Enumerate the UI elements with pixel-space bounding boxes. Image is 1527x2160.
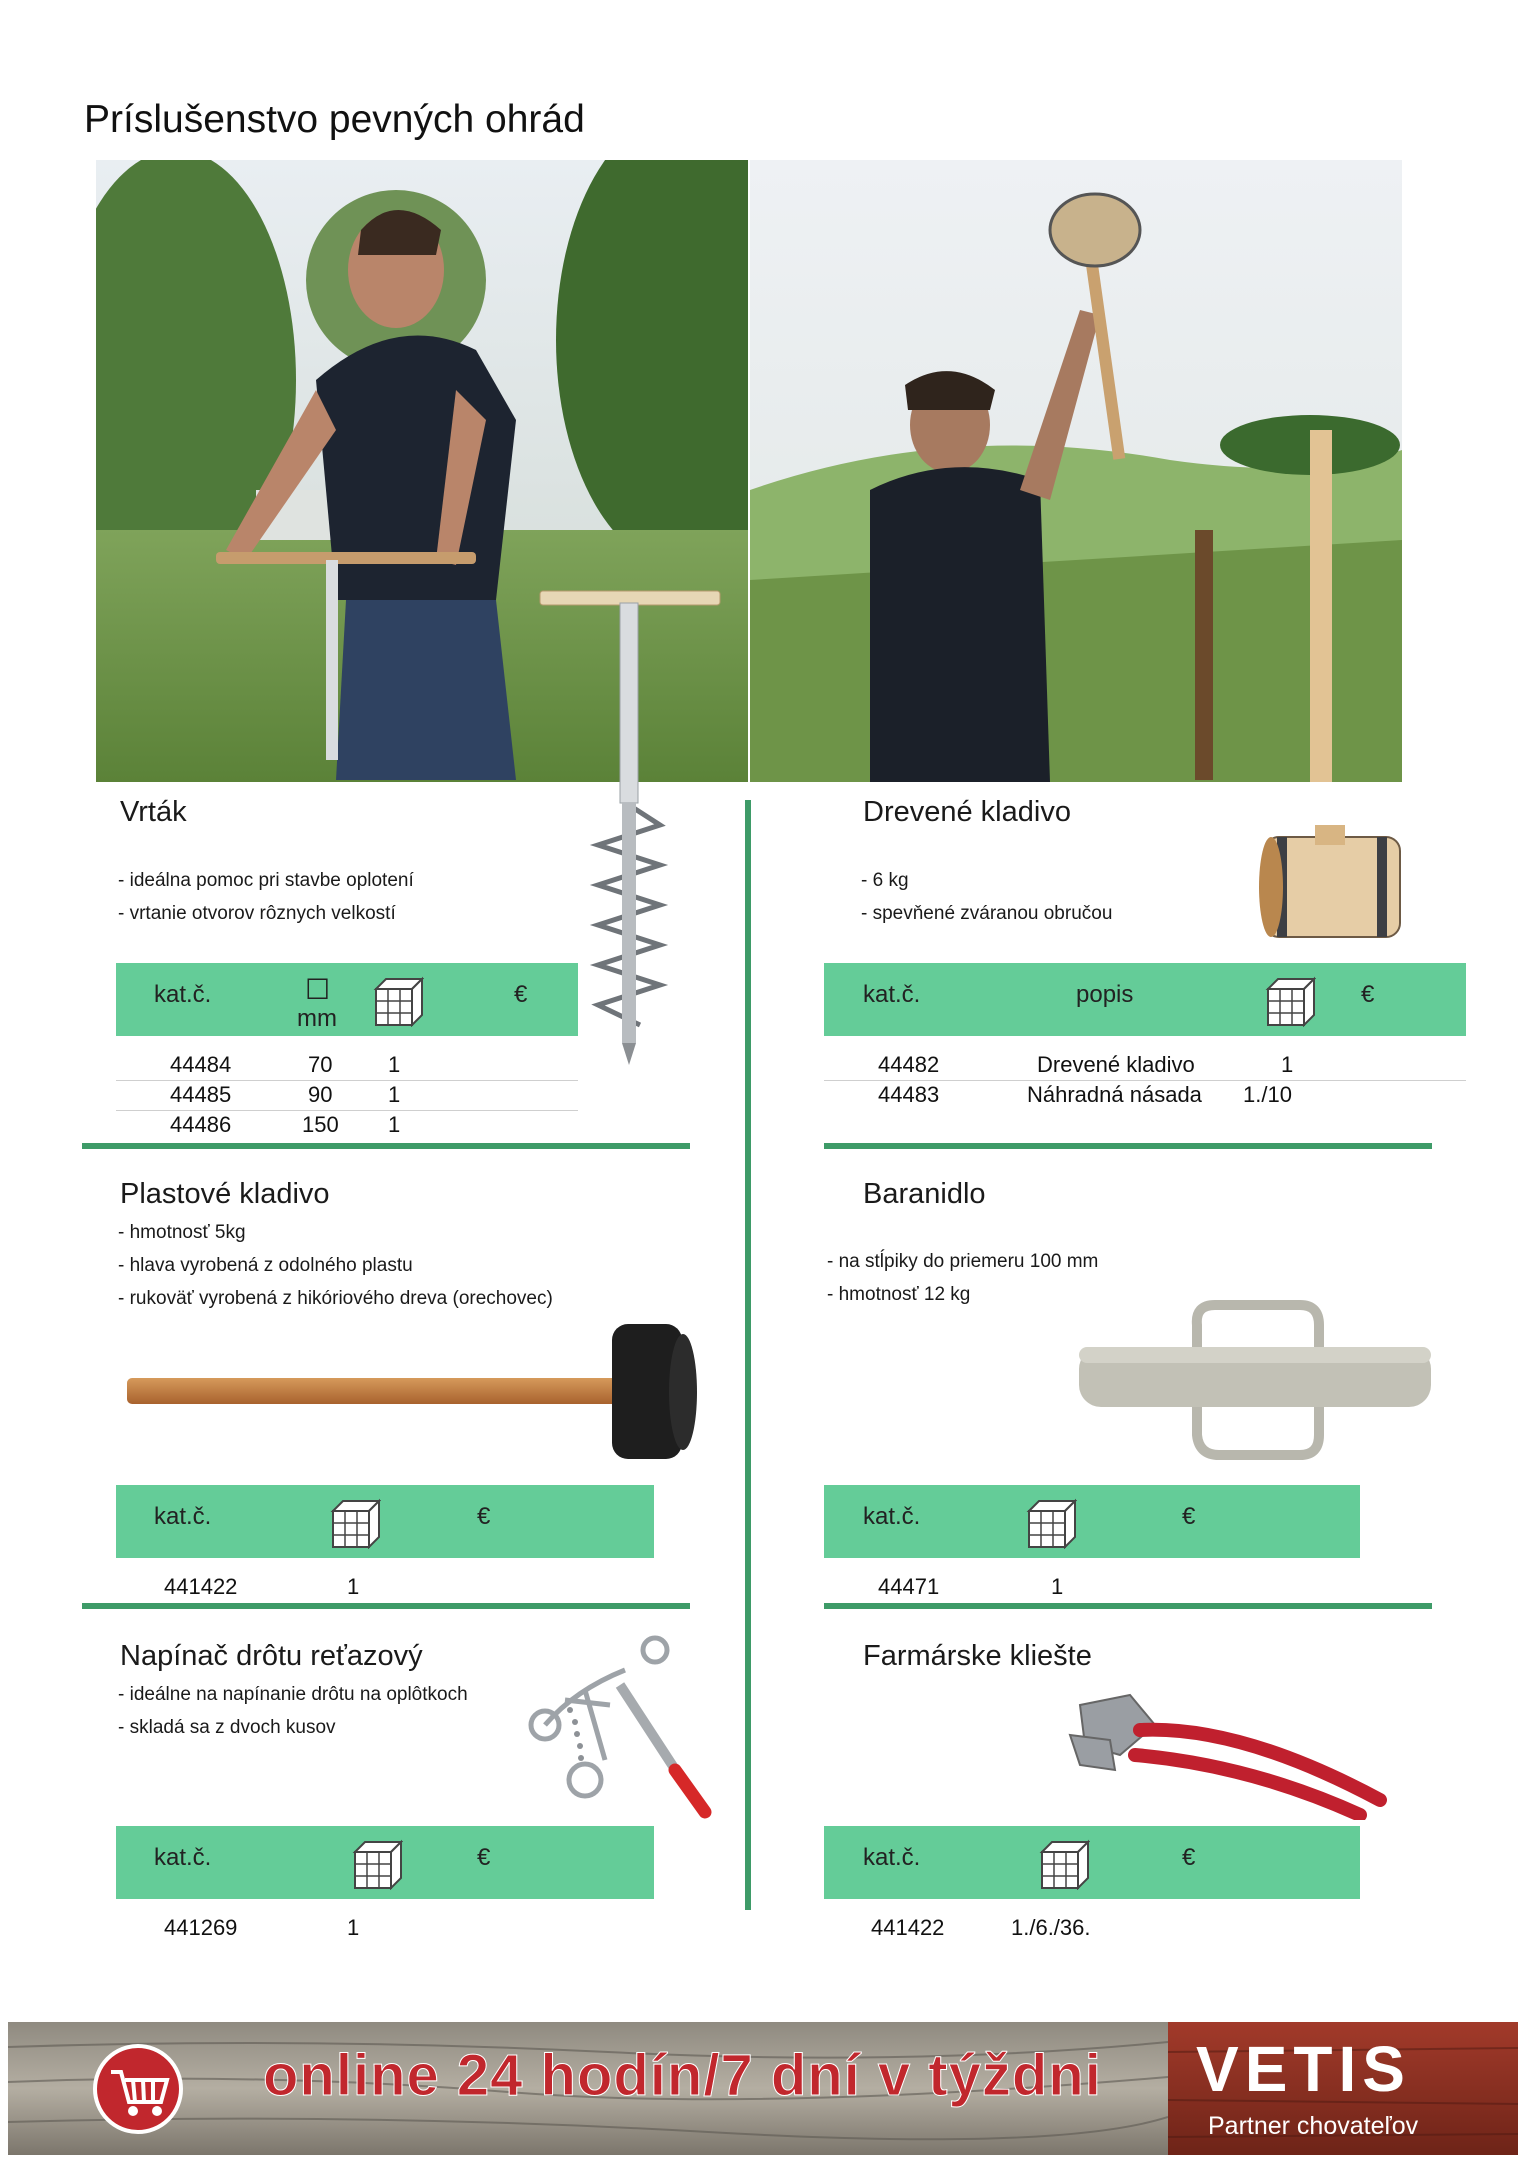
vrtak-row-3-qty: 1	[388, 1112, 401, 1137]
vrtak-row-1-cat: 44484	[170, 1052, 232, 1077]
drevene-kladivo-bullet-1: - 6 kg	[861, 870, 909, 891]
post-driver-product-image	[1075, 1285, 1435, 1465]
plastove-kladivo-title: Plastové kladivo	[120, 1178, 330, 1210]
vrtak-row-3-cat: 44486	[170, 1112, 232, 1137]
page-title: Príslušenstvo pevných ohrád	[84, 98, 585, 141]
package-cube-icon	[329, 1497, 381, 1549]
plastove-kladivo-bullet-2: - hlava vyrobená z odolného plastu	[118, 1255, 413, 1276]
drevene-kladivo-row-1-desc: Drevené kladivo	[1037, 1052, 1195, 1077]
drevene-kladivo-row-2-cat: 44483	[878, 1082, 940, 1107]
baranidlo-table-header	[824, 1485, 1360, 1558]
klieste-col-price: €	[1182, 1844, 1196, 1871]
fencing-pliers-product-image	[1060, 1685, 1400, 1820]
row-divider	[116, 1110, 578, 1111]
napinac-row-1-qty: 1	[347, 1915, 360, 1940]
drevene-kladivo-row-2-qty: 1./10	[1243, 1082, 1292, 1107]
plastove-kladivo-table-header	[116, 1485, 654, 1558]
plastic-mallet-product-image	[125, 1322, 715, 1462]
vrtak-row-2-qty: 1	[388, 1082, 401, 1107]
napinac-table-header	[116, 1826, 654, 1899]
drevene-kladivo-table-header	[824, 963, 1466, 1036]
section-divider	[824, 1603, 1432, 1609]
klieste-col-cat: kat.č.	[863, 1844, 921, 1871]
vrtak-row-1-mm: 70	[308, 1052, 333, 1077]
vetis-brand: VETIS	[1196, 2033, 1411, 2105]
drevene-kladivo-row-1-qty: 1	[1281, 1052, 1294, 1077]
vetis-logo-box[interactable]	[1168, 2022, 1518, 2155]
drevene-kladivo-title: Drevené kladivo	[863, 796, 1071, 828]
package-cube-icon	[351, 1838, 403, 1890]
napinac-row-1-cat: 441269	[164, 1915, 238, 1940]
baranidlo-row-1-qty: 1	[1051, 1574, 1064, 1599]
vrtak-row-2-mm: 90	[308, 1082, 333, 1107]
vrtak-row-3-mm: 150	[302, 1112, 339, 1137]
vrtak-bullet-2: - vrtanie otvorov rôznych velkostí	[118, 903, 396, 924]
plastove-kladivo-bullet-3: - rukoväť vyrobená z hikóriového dreva (orechovec)	[118, 1288, 553, 1309]
klieste-title: Farmárske kliešte	[863, 1640, 1092, 1672]
column-divider	[745, 800, 751, 1910]
klieste-row-1-cat: 441422	[871, 1915, 945, 1940]
package-cube-icon	[1025, 1497, 1077, 1549]
vrtak-title: Vrták	[120, 796, 187, 828]
wooden-mallet-product-image	[1255, 825, 1410, 950]
plastove-kladivo-bullet-1: - hmotnosť 5kg	[118, 1222, 246, 1243]
section-divider	[82, 1603, 690, 1609]
baranidlo-bullet-2: - hmotnosť 12 kg	[827, 1284, 971, 1305]
package-cube-icon	[1264, 975, 1316, 1027]
drevene-kladivo-col-price: €	[1361, 981, 1375, 1008]
online-hours-text: online 24 hodín/7 dní v týždni	[263, 2043, 1102, 2108]
vrtak-col-price: €	[514, 981, 528, 1008]
baranidlo-row-1-cat: 44471	[878, 1574, 940, 1599]
vrtak-row-2-cat: 44485	[170, 1082, 232, 1107]
plastove-kladivo-row-1-cat: 441422	[164, 1574, 238, 1599]
vrtak-row-1-qty: 1	[388, 1052, 401, 1077]
vrtak-col-dim-unit: mm	[297, 1005, 337, 1032]
napinac-bullet-2: - skladá sa z dvoch kusov	[118, 1717, 336, 1738]
package-cube-icon	[372, 975, 424, 1027]
section-divider	[82, 1143, 690, 1149]
online-shop-banner[interactable]	[8, 2022, 1168, 2155]
napinac-col-price: €	[477, 1844, 491, 1871]
plastove-kladivo-col-price: €	[477, 1503, 491, 1530]
vetis-tagline: Partner chovateľov	[1208, 2112, 1419, 2140]
klieste-table-header	[824, 1826, 1360, 1899]
drevene-kladivo-row-1-cat: 44482	[878, 1052, 940, 1077]
vrtak-bullet-1: - ideálna pomoc pri stavbe oplotení	[118, 870, 414, 891]
shopping-cart-icon[interactable]	[93, 2044, 183, 2134]
vrtak-col-dim-symbol: ☐	[305, 974, 331, 1005]
chain-wire-tensioner-product-image	[515, 1630, 720, 1825]
napinac-title: Napínač drôtu reťazový	[120, 1640, 423, 1672]
row-divider	[824, 1080, 1466, 1081]
drevene-kladivo-col-cat: kat.č.	[863, 981, 921, 1008]
baranidlo-title: Baranidlo	[863, 1178, 986, 1210]
klieste-row-1-qty: 1./6./36.	[1011, 1915, 1091, 1940]
plastove-kladivo-row-1-qty: 1	[347, 1574, 360, 1599]
napinac-col-cat: kat.č.	[154, 1844, 212, 1871]
baranidlo-bullet-1: - na stĺpiky do priemeru 100 mm	[827, 1251, 1099, 1272]
vrtak-col-cat: kat.č.	[154, 981, 212, 1008]
baranidlo-col-cat: kat.č.	[863, 1503, 921, 1530]
vrtak-table-header	[116, 963, 578, 1036]
row-divider	[116, 1080, 578, 1081]
drevene-kladivo-col-desc: popis	[1076, 981, 1134, 1008]
photo-wooden-mallet-in-use	[750, 160, 1402, 782]
package-cube-icon	[1038, 1838, 1090, 1890]
drevene-kladivo-row-2-desc: Náhradná násada	[1027, 1082, 1202, 1107]
drevene-kladivo-bullet-2: - spevňené zváranou obručou	[861, 903, 1113, 924]
napinac-bullet-1: - ideálne na napínanie drôtu na oplôtkoch	[118, 1684, 468, 1705]
section-divider	[824, 1143, 1432, 1149]
plastove-kladivo-col-cat: kat.č.	[154, 1503, 212, 1530]
baranidlo-col-price: €	[1182, 1503, 1196, 1530]
